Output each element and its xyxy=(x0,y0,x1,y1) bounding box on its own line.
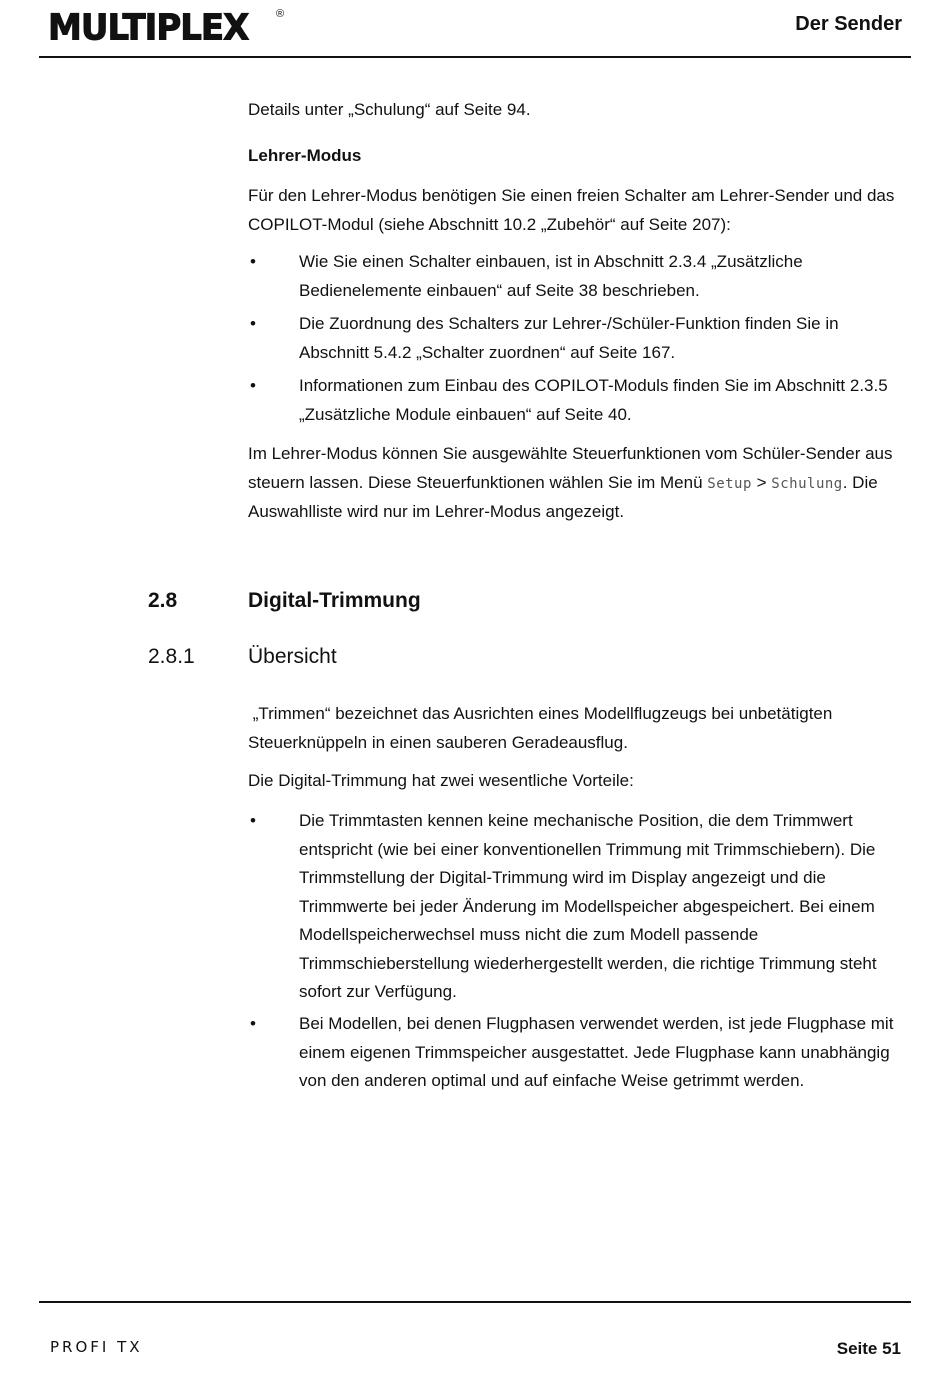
lehrer-modus-heading: Lehrer-Modus xyxy=(248,146,362,165)
page-number: Seite 51 xyxy=(836,1339,901,1358)
lehrer-intro-paragraph: Für den Lehrer-Modus benötigen Sie einen freien Schalter am Lehrer-Sender und das COPILOT-Modul (siehe Abschnitt 10.2 „Zubehör“ auf Seite 207): xyxy=(248,186,895,234)
paragraph-text: Im Lehrer-Modus können Sie ausgewählte Steuerfunktionen vom Schüler-Sender aus steuern lassen. Diese Steuerfunktionen wählen Sie im Menü xyxy=(248,444,893,492)
section-title: Digital-Trimmung xyxy=(248,589,421,612)
list-item-text: Die Zuordnung des Schalters zur Lehrer-/Schüler-Funktion finden Sie in Abschnitt 5.4.2 „Schalter zuordnen“ auf Seite 167. xyxy=(299,314,839,362)
bullet-dot: • xyxy=(250,376,256,395)
product-name: PROFI TX xyxy=(50,1338,143,1356)
list-item-text: Wie Sie einen Schalter einbauen, ist in Abschnitt 2.3.4 „Zusätzliche Bedienelemente einbauen“ auf Seite 38 beschrieben. xyxy=(299,252,803,300)
logo-text: MULTIPLEX xyxy=(48,7,249,49)
list-item-text: Die Trimmtasten kennen keine mechanische Position, die dem Trimmwert entspricht (wie bei einer konventionellen Trimmung mit Trimmschiebern). Die Trimmstellung der Digital-Trimmung wird im Display angezeigt und die Trimmwerte bei jeder Änderung im Modellspeicher abgespeichert. Bei einem Modellspeicherwechsel muss nicht die zum Modell passende Trimmschieberstellung wiederhergestellt werden, die richtige Trimmung steht sofort zur Verfügung. xyxy=(299,811,877,1001)
subsection-number: 2.8.1 xyxy=(148,645,195,668)
subsection-title: Übersicht xyxy=(248,645,337,668)
header-rule xyxy=(39,56,911,58)
menu-separator: > xyxy=(751,472,772,492)
vorteile-paragraph: Die Digital-Trimmung hat zwei wesentliche Vorteile: xyxy=(248,771,634,790)
list-item-text: Bei Modellen, bei denen Flugphasen verwendet werden, ist jede Flugphase mit einem eigenen Trimmspeicher ausgestattet. Jede Flugphase kann unabhängig von den anderen optimal und auf einfache Weise getrimmt werden. xyxy=(299,1014,894,1090)
paragraph-text: . Die Auswahlliste wird nur im Lehrer-Modus angezeigt. xyxy=(248,472,878,521)
list-item xyxy=(248,248,908,305)
bullet-dot: • xyxy=(250,252,256,271)
bullet-dot: • xyxy=(250,1014,256,1033)
registered-mark: ® xyxy=(276,8,285,20)
bullet-dot: • xyxy=(250,811,256,830)
menu-setup-label: Setup xyxy=(707,475,752,492)
list-item-text: Informationen zum Einbau des COPILOT-Moduls finden Sie im Abschnitt 2.3.5 „Zusätzliche Module einbauen“ auf Seite 40. xyxy=(299,376,888,424)
lehrer-steuer-paragraph xyxy=(248,440,908,527)
list-item xyxy=(248,372,908,429)
section-number: 2.8 xyxy=(148,589,178,612)
list-item xyxy=(248,310,908,367)
details-paragraph: Details unter „Schulung“ auf Seite 94. xyxy=(248,100,531,119)
list-item xyxy=(248,1010,908,1096)
footer-rule xyxy=(39,1301,911,1303)
trimmen-paragraph: „Trimmen“ bezeichnet das Ausrichten eines Modellflugzeugs bei unbetätigten Steuerknüppeln in einen sauberen Geradeausflug. xyxy=(248,704,838,752)
page-header-title: Der Sender xyxy=(795,13,902,35)
menu-schulung-label: Schulung xyxy=(771,475,843,492)
multiplex-logo xyxy=(48,7,285,49)
bullet-dot: • xyxy=(250,314,256,333)
list-item xyxy=(248,807,908,1007)
